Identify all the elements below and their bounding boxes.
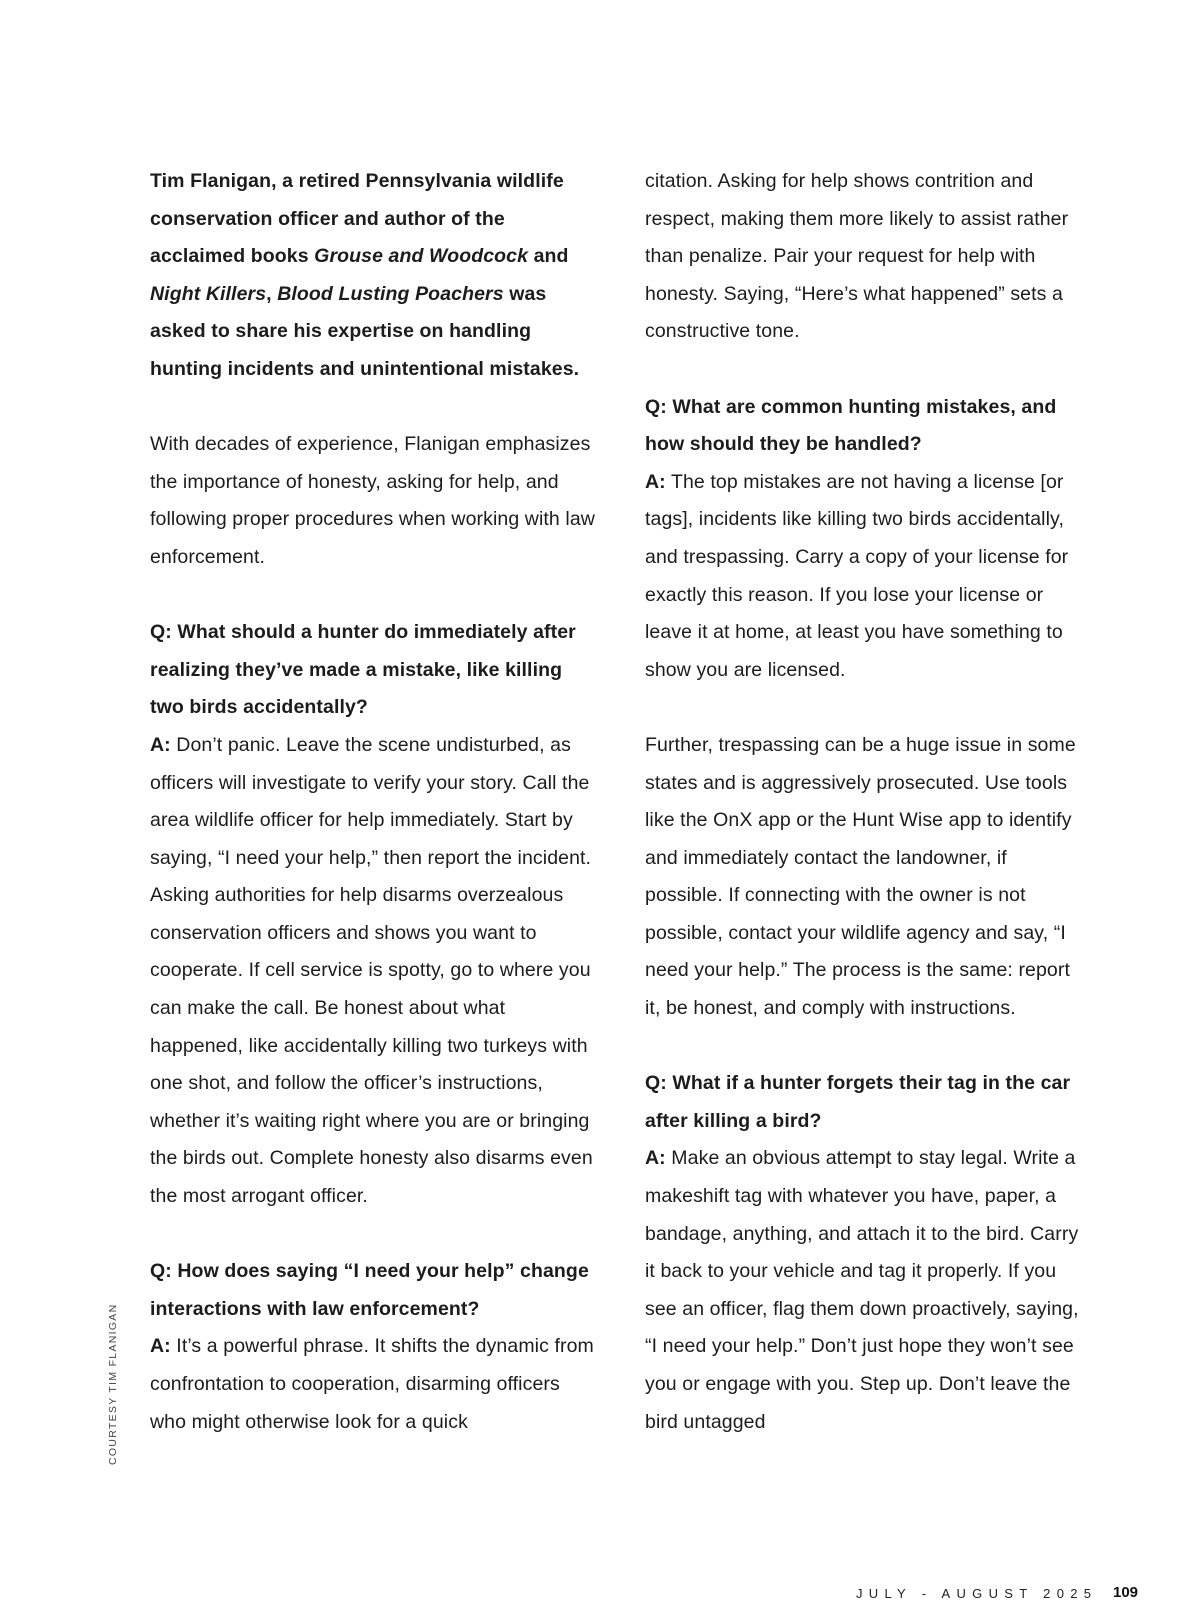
answer-4: A: Make an obvious attempt to stay legal. Write a makeshift tag with whatever you have, paper, a bandage, anything, and attach it to the bird. Carry it back to your vehicle and tag it properly. If you see an officer, flag them down proactively, saying, “I need your help.” Don’t just hope they won’t see you or engage with you. Step up. Don’t leave the bird untagged [645, 1147, 1079, 1433]
intro-paragraph: Tim Flanigan, a retired Pennsylvania wildlife conservation officer and author of the acclaimed books Grouse and Woodcock and Night Killers, Blood Lusting Poachers was asked to share his expertise on handling hunting incidents and unintentional mistakes. [150, 170, 580, 380]
question-1: Q: What should a hunter do immediately after realizing they’ve made a mistake, like killing two birds accidentally? [150, 621, 576, 719]
body-paragraph: With decades of experience, Flanigan emphasizes the importance of honesty, asking for help, and following proper procedures when working with law enforcement. [150, 433, 595, 568]
answer-1: A: Don’t panic. Leave the scene undisturbed, as officers will investigate to verify your story. Call the area wildlife officer for help immediately. Start by saying, “I need your help,” then report the incident. Asking authorities for help disarms overzealous conservation officers and shows you want to cooperate. If cell service is spotty, go to where you can make the call. Be honest about what happened, like accidentally killing two turkeys with one shot, and follow the officer’s instructions, whether it’s waiting right where you are or bringing the birds out. Complete honesty also disarms even the most arrogant officer. [150, 733, 593, 1208]
answer-2: A: It’s a powerful phrase. It shifts the dynamic from confrontation to cooperation, disarming officers who might otherwise look for a quick [150, 1335, 594, 1433]
answer-label: A: [645, 1147, 666, 1170]
article-right-column [645, 163, 1090, 1441]
answer-3: A: The top mistakes are not having a license [or tags], incidents like killing two birds accidentally, and trespassing. Carry a copy of your license for exactly this reason. If you lose your license or leave it at home, at least you have something to show you are licensed. [645, 470, 1069, 681]
page-number: 109 [1113, 1584, 1139, 1601]
question-3: Q: What are common hunting mistakes, and how should they be handled? [645, 395, 1057, 456]
photo-credit: COURTESY TIM FLANIGAN [107, 1303, 119, 1465]
book-title-grouse: Grouse and Woodcock [314, 245, 529, 268]
book-title-night-killers: Night Killers [150, 282, 267, 305]
answer-label: A: [150, 1335, 171, 1358]
book-title-poachers: Blood Lusting Poachers [277, 282, 504, 305]
article-left-column [150, 163, 595, 1441]
answer-label: A: [150, 733, 171, 756]
question-4: Q: What if a hunter forgets their tag in the car after killing a bird? [645, 1072, 1071, 1132]
question-2: Q: How does saying “I need your help” change interactions with law enforcement? [150, 1260, 589, 1320]
issue-date: JULY - AUGUST 2025 [856, 1586, 1098, 1601]
answer-3-paragraph-2: Further, trespassing can be a huge issue in some states and is aggressively prosecuted. Use tools like the OnX app or the Hunt Wise app to identify and immediately contact the landowner, if possible. If connecting with the owner is not possible, contact your wildlife agency and say, “I need your help.” The process is the same: report it, be honest, and comply with instructions. [645, 733, 1076, 1020]
answer-2-continued: citation. Asking for help shows contrition and respect, making them more likely to assist rather than penalize. Pair your request for help with honesty. Saying, “Here’s what happened” sets a constructive tone. [645, 170, 1069, 343]
answer-label: A: [645, 470, 666, 493]
